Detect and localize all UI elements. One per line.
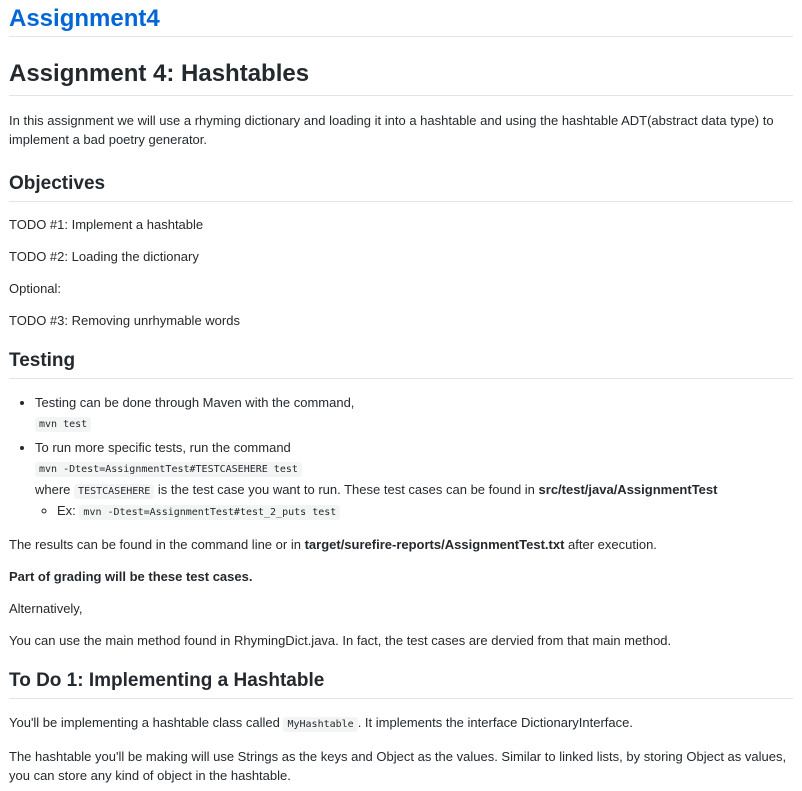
testing-sublist: [35, 501, 793, 522]
main-method-text: You can use the main method found in RhymingDict.java. In fact, the test cases are dervied from that main method.: [9, 633, 672, 648]
testing-bullet-specific-text: To run more specific tests, run the command: [35, 440, 291, 455]
objective-item-2: TODO #2: Loading the dictionary: [9, 249, 199, 264]
example-item: [57, 501, 793, 522]
page-title: Assignment 4: Hashtables: [9, 59, 793, 96]
alternatively-text: Alternatively,: [9, 601, 83, 616]
testing-bullet-specific: [35, 438, 793, 522]
objective-item-3: Optional:: [9, 281, 62, 296]
objective-item-4: TODO #3: Removing unrhymable words: [9, 313, 240, 328]
results-suffix: after execution.: [568, 537, 657, 552]
results-path: target/surefire-reports/AssignmentTest.txt: [304, 537, 565, 552]
code-testcasehere: TESTCASEHERE: [74, 484, 154, 499]
test-path: src/test/java/AssignmentTest: [538, 482, 718, 497]
grading-note: Part of grading will be these test cases.: [9, 569, 253, 584]
objectives-heading: Objectives: [9, 171, 793, 202]
todo1-p1-prefix: You'll be implementing a hashtable class called: [9, 715, 280, 730]
code-mvn-test: mvn test: [35, 417, 91, 432]
testing-bullet-maven-text: Testing can be done through Maven with the command,: [35, 395, 355, 410]
todo1-paragraph-2: The hashtable you'll be making will use Strings as the keys and Object as the values. Similar to linked lists, by storing Object as values, you can store any kind of object in the hashtable.: [9, 749, 787, 783]
objective-item-1: TODO #1: Implement a hashtable: [9, 217, 204, 232]
repo-title-link[interactable]: Assignment4: [9, 0, 793, 37]
intro-paragraph: In this assignment we will use a rhyming dictionary and loading it into a hashtable and using the hashtable ADT(abstract data type) to implement a bad poetry generator.: [9, 113, 774, 147]
results-prefix: The results can be found in the command line or in: [9, 537, 301, 552]
results-paragraph: [9, 535, 793, 554]
example-label: Ex:: [57, 503, 76, 518]
todo1-paragraph-1: [9, 713, 793, 734]
todo1-heading: To Do 1: Implementing a Hashtable: [9, 668, 793, 699]
testing-heading: Testing: [9, 348, 793, 379]
testing-list: [9, 393, 793, 522]
code-mvn-dtest: mvn -Dtest=AssignmentTest#TESTCASEHERE test: [35, 462, 302, 477]
code-myhashtable: MyHashtable: [283, 717, 357, 732]
where-rest-text: is the test case you want to run. These test cases can be found in: [157, 482, 535, 497]
where-label: where: [35, 482, 71, 497]
testing-bullet-maven: [35, 393, 793, 434]
todo1-p1-suffix: . It implements the interface DictionaryInterface.: [357, 715, 633, 730]
code-example: mvn -Dtest=AssignmentTest#test_2_puts test: [79, 505, 340, 520]
